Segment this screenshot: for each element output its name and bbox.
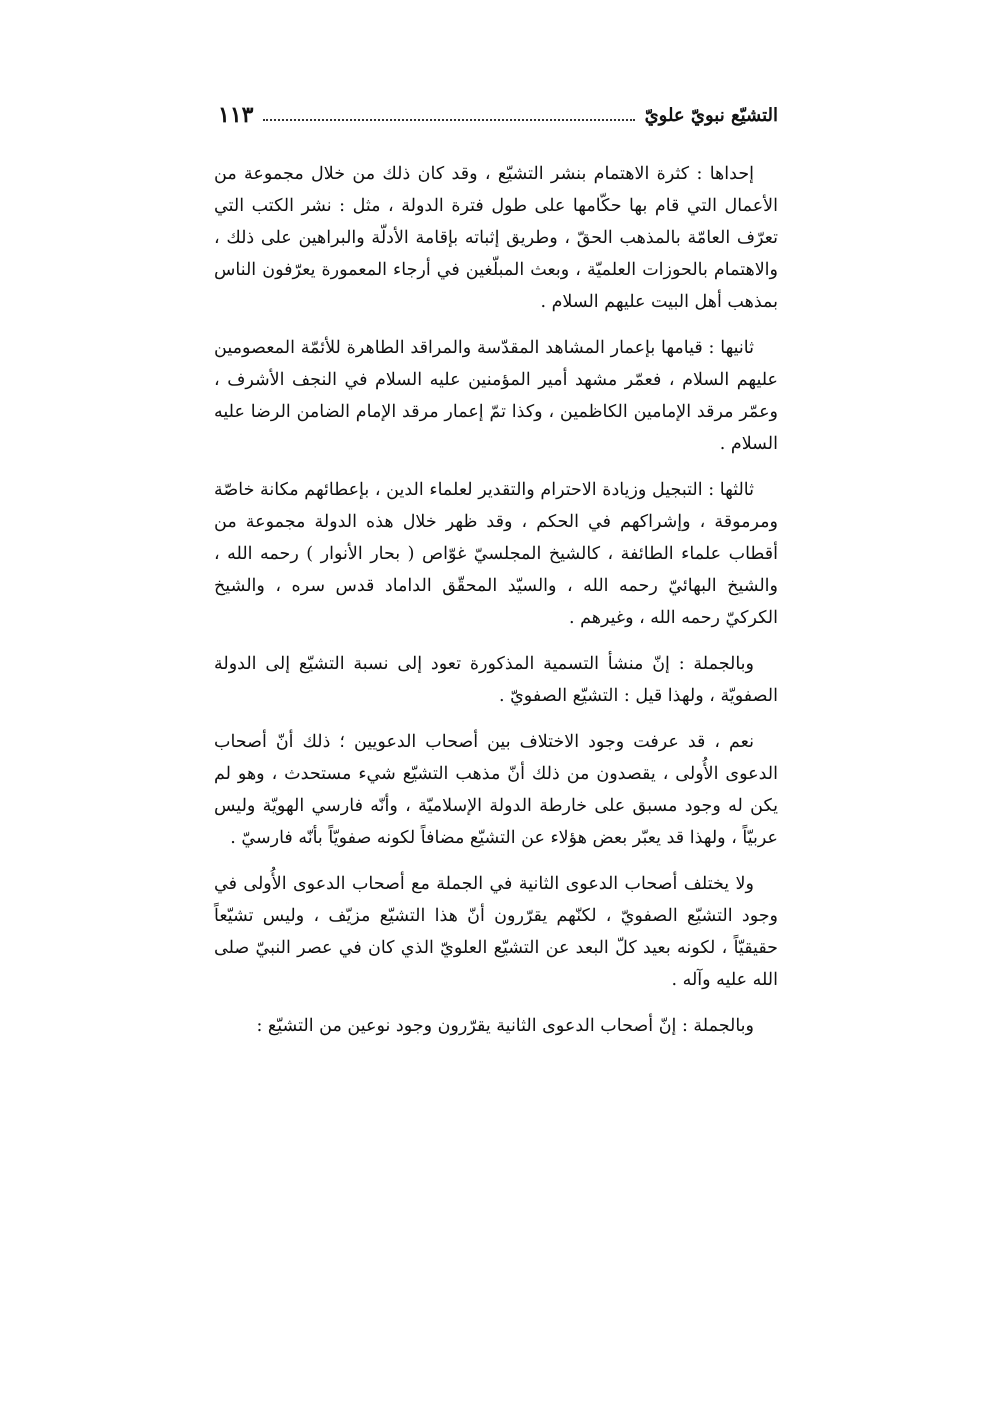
paragraph: ثالثها : التبجيل وزيادة الاحترام والتقدير لعلماء الدين ، بإعطائهم مكانة خاصّة ومرموقة ، وإشراكهم في الحكم ، وقد ظهر خلال هذه الدولة مجموعة من أقطاب علماء الطائفة ، كالشيخ المجلسيّ غوّاص ( بحار الأنوار ) رحمه الله ، والشيخ البهائيّ رحمه الله ، والسيّد المحقّق الداماد قدس سره ، والشيخ الكركيّ رحمه الله ، وغيرهم . bbox=[214, 480, 778, 628]
paragraph: إحداها : كثرة الاهتمام بنشر التشيّع ، وقد كان ذلك من خلال مجموعة من الأعمال التي قام بها حكّامها على طول فترة الدولة ، مثل : نشر الكتب التي تعرّف العامّة بالمذهب الحقّ ، وطريق إثباته بإقامة الأدلّة والبراهين على ذلك ، والاهتمام بالحوزات العلميّة ، وبعث المبلّغين في أرجاء المعمورة يعرّفون الناس بمذهب أهل البيت عليهم السلام . bbox=[214, 164, 778, 312]
paragraph: ولا يختلف أصحاب الدعوى الثانية في الجملة مع أصحاب الدعوى الأُولى في وجود التشيّع الصفويّ ، لكنّهم يقرّرون أنّ هذا التشيّع مزيّف ، وليس تشيّعاً حقيقيّاً ، لكونه بعيد كلّ البعد عن التشيّع العلويّ الذي كان في عصر النبيّ صلى الله عليه وآله . bbox=[214, 874, 778, 990]
running-header bbox=[218, 100, 778, 130]
paragraph: وبالجملة : إنّ منشأ التسمية المذكورة تعود إلى نسبة التشيّع إلى الدولة الصفويّة ، ولهذا قيل : التشيّع الصفويّ . bbox=[214, 654, 778, 706]
paragraph: وبالجملة : إنّ أصحاب الدعوى الثانية يقرّرون وجود نوعين من التشيّع : bbox=[256, 1016, 754, 1036]
dot-leader bbox=[263, 119, 634, 121]
body-text bbox=[214, 158, 778, 1056]
paragraph: ثانيها : قيامها بإعمار المشاهد المقدّسة والمراقد الطاهرة للأئمّة المعصومين عليهم السلام ، فعمّر مشهد أمير المؤمنين عليه السلام في النجف الأشرف ، وعمّر مرقد الإمامين الكاظمين ، وكذا تمّ إعمار مرقد الإمام الضامن الرضا عليه السلام . bbox=[214, 338, 778, 454]
paragraph: نعم ، قد عرفت وجود الاختلاف بين أصحاب الدعويين ؛ ذلك أنّ أصحاب الدعوى الأُولى ، يقصدون من ذلك أنّ مذهب التشيّع شيء مستحدث ، وهو لم يكن له وجود مسبق على خارطة الدولة الإسلاميّة ، وأنّه فارسي الهويّة وليس عربيّاً ، ولهذا قد يعبّر بعض هؤلاء عن التشيّع مضافاً لكونه صفويّاً بأنّه فارسيّ . bbox=[214, 732, 778, 848]
page-number: ١١٣ bbox=[218, 102, 254, 128]
running-title: التشيّع نبويّ علويّ bbox=[644, 104, 778, 126]
